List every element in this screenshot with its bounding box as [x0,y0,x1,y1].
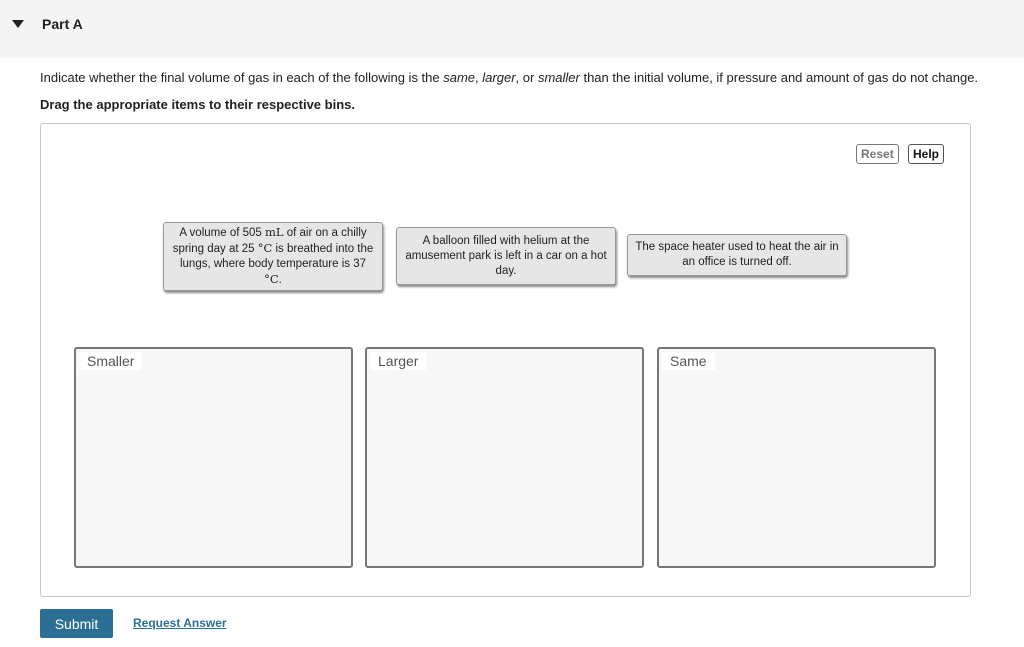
bin-same[interactable] [657,347,936,568]
bin-smaller[interactable] [74,347,353,568]
drag-item-balloon[interactable] [396,227,616,285]
instruction-text: Drag the appropriate items to their respective bins. [40,97,355,112]
drag-item-space-heater[interactable] [627,234,847,276]
help-button[interactable]: Help [908,144,944,164]
request-answer-link[interactable]: Request Answer [133,616,227,630]
part-title: Part A [42,16,83,32]
reset-button[interactable]: Reset [856,144,899,164]
drag-item-text: A volume of 505 mL of air on a chilly spring day at 25 °C is breathed into the lungs, where body temperature is 37 °C. [172,225,374,286]
drag-item-text: A balloon filled with helium at the amusement park is left in a car on a hot day. [405,234,607,277]
part-header[interactable] [0,0,1024,58]
bin-label: Smaller [79,352,142,370]
bin-label: Same [662,352,715,370]
question-text: Indicate whether the final volume of gas in each of the following is the same, larger, or smaller than the initial volume, if pressure and amount of gas do not change. [40,70,979,85]
submit-button[interactable]: Submit [40,609,113,638]
bin-larger[interactable] [365,347,644,568]
drag-item-text: The space heater used to heat the air in an office is turned off. [635,241,839,268]
bin-label: Larger [370,352,426,370]
drag-item-lungs[interactable] [163,222,383,291]
collapse-caret-icon[interactable] [12,20,24,28]
drag-drop-workspace [40,123,971,597]
